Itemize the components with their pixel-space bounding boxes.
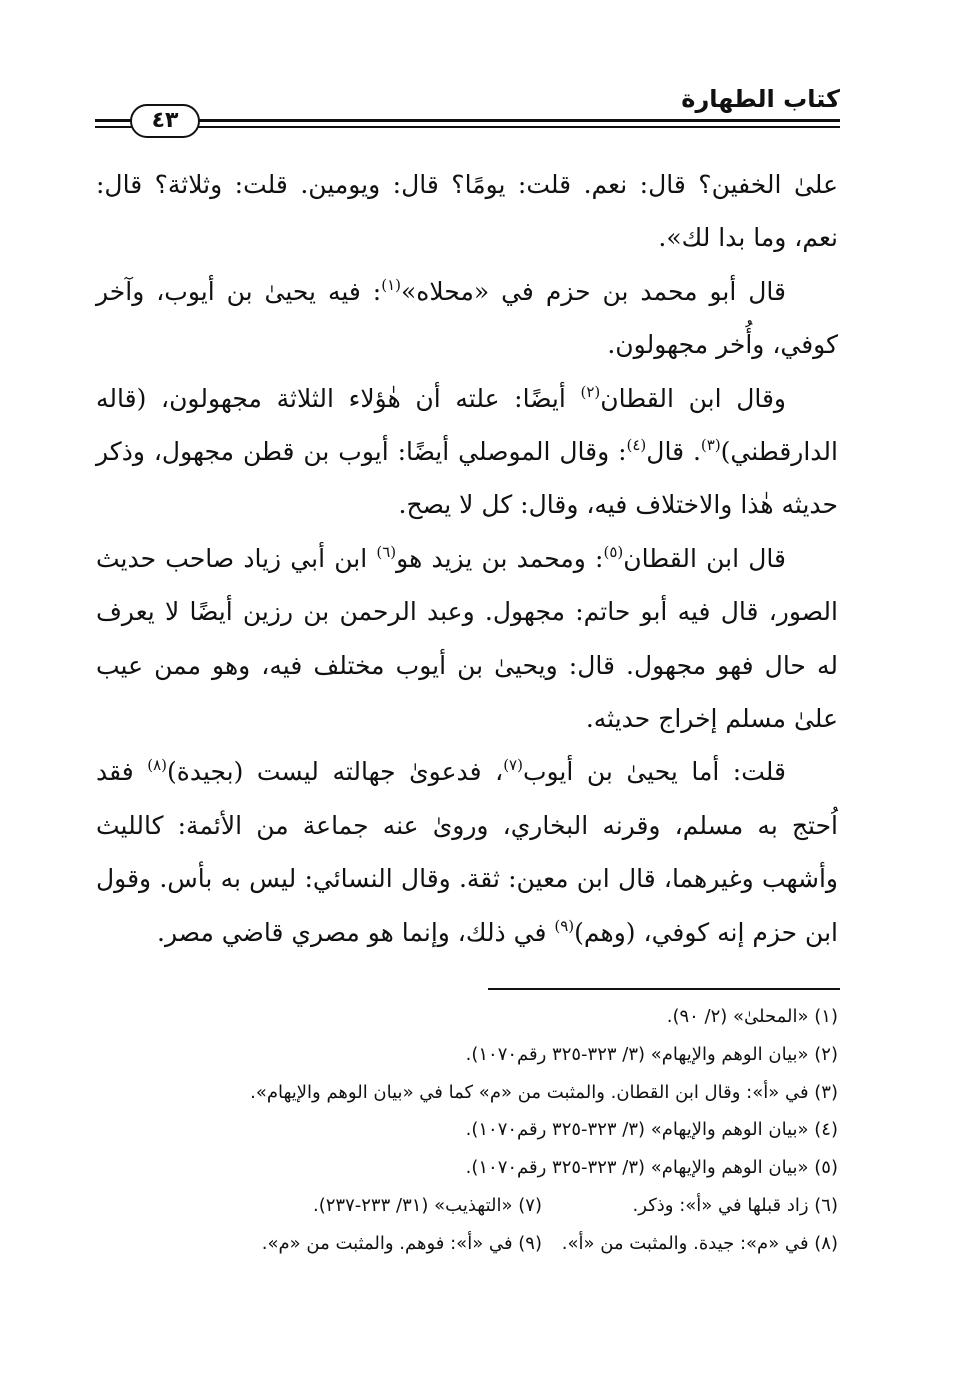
paragraph-4-text-c: ابن أبي زياد صاحب حديث الصور، قال فيه أبو حاتم: مجهول. وعبد الرحمن بن رزين أيضًا لا يعرف له حال فهو مجهول. قال: ويحيىٰ بن أيوب مختلف فيه، وهو ممن عيب علىٰ مسلم إخراج حديثه. <box>96 543 838 734</box>
footnote-row-6-7 <box>120 1187 838 1225</box>
paragraph-2-text-a: قال أبو محمد بن حزم في «محلاه» <box>401 276 786 306</box>
paragraph-5 <box>96 745 838 959</box>
paragraph-5-text-a: قلت: أما يحيىٰ بن أيوب <box>522 757 787 787</box>
footnote-2: (٢) «بيان الوهم والإيهام» (٣/ ٣٢٣-٣٢٥ رقم١٠٧٠). <box>465 1043 838 1065</box>
footnote-7: (٧) «التهذيب» (٣١/ ٢٣٣-٢٣٧). <box>313 1194 542 1216</box>
paragraph-5-text-d: في ذلك، وإنما هو مصري قاضي مصر. <box>157 917 555 947</box>
footnote-ref-4: (٤) <box>626 436 647 455</box>
paragraph-5-text-b: ، فدعوىٰ جهالته ليست (بجيدة) <box>167 757 504 787</box>
footnote-9: (٩) في «أ»: فوهم. والمثبت من «م». <box>261 1232 542 1254</box>
main-text <box>96 158 838 959</box>
paragraph-4-text-a: قال ابن القطان <box>623 543 787 573</box>
paragraph-4 <box>96 532 838 746</box>
footnote-1: (١) «المحلىٰ» (٢/ ٩٠). <box>666 1006 838 1027</box>
paragraph-5-text-c: فقد اُحتج به مسلم، وقرنه البخاري، وروىٰ عنه جماعة من الأئمة: كالليث وأشهب وغيرهما، قال ابن معين: ثقة. وقال النسائي: ليس به بأس. وقول ابن حزم إنه كوفي، (وهم) <box>96 757 838 947</box>
footnotes <box>120 998 838 1263</box>
footnote-separator <box>488 988 840 990</box>
header-rule-thick <box>95 119 840 122</box>
footnote-ref-7: (٧) <box>503 756 523 775</box>
paragraph-2 <box>96 265 838 372</box>
paragraph-1-text: علىٰ الخفين؟ قال: نعم. قلت: يومًا؟ قال: ويومين. قلت: وثلاثة؟ قال: نعم، وما بدا لك». <box>96 170 838 253</box>
footnote-ref-8: (٨) <box>147 756 168 775</box>
header-rule-thin <box>95 126 840 128</box>
footnote-3: (٣) في «أ»: وقال ابن القطان. والمثبت من «م» كما في «بيان الوهم والإيهام». <box>250 1081 838 1103</box>
footnote-ref-9: (٩) <box>554 916 575 935</box>
page-number: ٤٣ <box>130 104 200 138</box>
footnote-row-8-9 <box>120 1225 838 1263</box>
paragraph-3-text-a: وقال ابن القطان <box>600 383 787 413</box>
running-header <box>95 82 840 138</box>
footnote-5: (٥) «بيان الوهم والإيهام» (٣/ ٣٢٣-٣٢٥ رقم١٠٧٠). <box>465 1157 838 1179</box>
footnote-ref-1: (١) <box>381 275 401 294</box>
footnote-ref-5: (٥) <box>603 542 624 561</box>
paragraph-1 <box>96 158 838 265</box>
footnote-8: (٨) في «م»: جيدة. والمثبت من «أ». <box>561 1232 838 1254</box>
paragraph-2-text-b: : فيه يحيىٰ بن أيوب، وآخر كوفي، وأُخر مجهولون. <box>96 276 838 360</box>
paragraph-3-text-b: أيضًا: علته أن هٰؤلاء الثلاثة مجهولون، (قاله الدارقطني) <box>96 383 838 467</box>
paragraph-3-text-c: . قال <box>646 437 701 467</box>
footnote-ref-3: (٣) <box>700 436 721 455</box>
paragraph-3-text-d: : وقال الموصلي أيضًا: أيوب بن قطن مجهول، وذكر حديثه هٰذا والاختلاف فيه، وقال: كل لا يصح. <box>96 437 838 520</box>
paragraph-4-text-b: : ومحمد بن يزيد هو <box>396 543 604 573</box>
footnote-ref-2: (٢) <box>580 382 601 401</box>
footnote-6: (٦) زاد قبلها في «أ»: وذكر. <box>632 1194 838 1216</box>
footnote-ref-6: (٦) <box>376 542 397 561</box>
footnote-4: (٤) «بيان الوهم والإيهام» (٣/ ٣٢٣-٣٢٥ رقم١٠٧٠). <box>465 1119 838 1141</box>
chapter-title: كتاب الطهارة <box>681 85 840 113</box>
paragraph-3 <box>96 372 838 532</box>
